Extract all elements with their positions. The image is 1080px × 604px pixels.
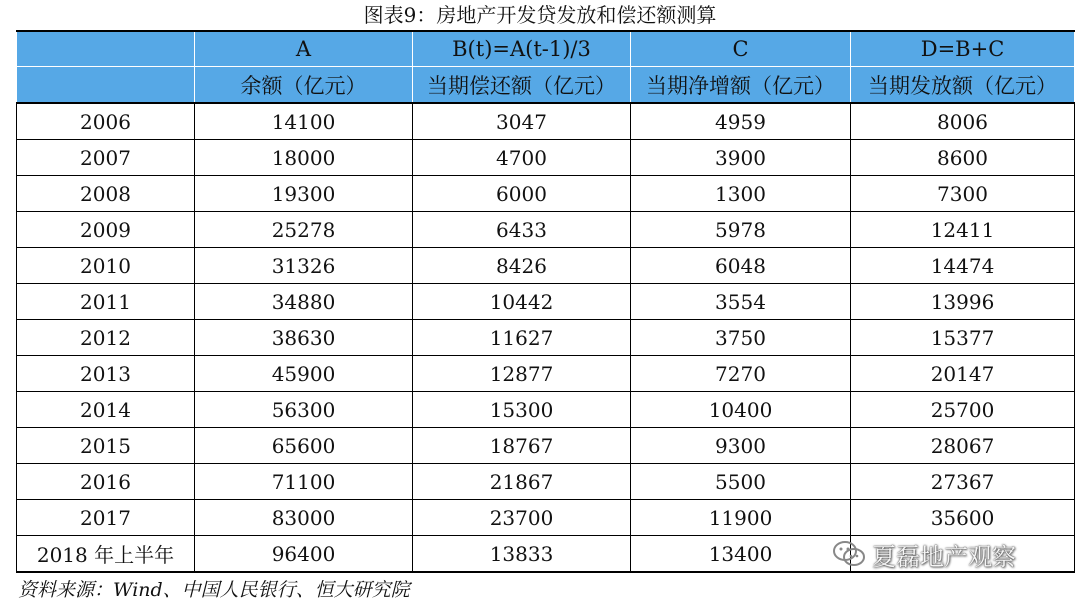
value-cell: 6433 bbox=[413, 212, 631, 248]
value-cell: 5500 bbox=[631, 464, 851, 500]
row-label-cell: 2016 bbox=[17, 464, 195, 500]
value-cell: 15377 bbox=[851, 320, 1075, 356]
row-label-cell: 2014 bbox=[17, 392, 195, 428]
value-cell: 3554 bbox=[631, 284, 851, 320]
value-cell: 35600 bbox=[851, 500, 1075, 536]
value-cell: 9300 bbox=[631, 428, 851, 464]
value-cell: 4959 bbox=[631, 103, 851, 140]
table-row bbox=[17, 103, 1075, 140]
row-label-cell: 2009 bbox=[17, 212, 195, 248]
row-label-cell: 2006 bbox=[17, 103, 195, 140]
row-label-cell: 2013 bbox=[17, 356, 195, 392]
value-cell: 12877 bbox=[413, 356, 631, 392]
header-cell: 余额（亿元） bbox=[195, 67, 413, 104]
table-body bbox=[17, 103, 1075, 572]
table-row bbox=[17, 428, 1075, 464]
value-cell: 19300 bbox=[195, 176, 413, 212]
value-cell: 7300 bbox=[851, 176, 1075, 212]
value-cell: 65600 bbox=[195, 428, 413, 464]
wechat-icon bbox=[832, 540, 866, 568]
value-cell: 96400 bbox=[195, 536, 413, 573]
source-note: 资料来源：Wind、中国人民银行、恒大研究院 bbox=[18, 579, 410, 601]
figure-title: 图表9：房地产开发贷发放和偿还额测算 bbox=[363, 3, 717, 27]
header-cell: 当期偿还额（亿元） bbox=[413, 67, 631, 104]
row-label-cell: 2015 bbox=[17, 428, 195, 464]
header-cell bbox=[17, 31, 195, 67]
value-cell: 83000 bbox=[195, 500, 413, 536]
value-cell: 27367 bbox=[851, 464, 1075, 500]
value-cell: 18767 bbox=[413, 428, 631, 464]
value-cell: 13833 bbox=[413, 536, 631, 573]
table-row bbox=[17, 392, 1075, 428]
value-cell: 11900 bbox=[631, 500, 851, 536]
value-cell: 6000 bbox=[413, 176, 631, 212]
table-row bbox=[17, 464, 1075, 500]
value-cell: 7270 bbox=[631, 356, 851, 392]
header-cell: B(t)=A(t-1)/3 bbox=[413, 31, 631, 67]
value-cell: 23700 bbox=[413, 500, 631, 536]
header-cell bbox=[17, 67, 195, 104]
row-label-cell: 2012 bbox=[17, 320, 195, 356]
watermark bbox=[832, 534, 1016, 574]
value-cell: 8006 bbox=[851, 103, 1075, 140]
value-cell: 10442 bbox=[413, 284, 631, 320]
value-cell: 3047 bbox=[413, 103, 631, 140]
value-cell: 12411 bbox=[851, 212, 1075, 248]
value-cell: 5978 bbox=[631, 212, 851, 248]
header-cell: 当期发放额（亿元） bbox=[851, 67, 1075, 104]
value-cell: 15300 bbox=[413, 392, 631, 428]
value-cell: 14474 bbox=[851, 248, 1075, 284]
value-cell: 34880 bbox=[195, 284, 413, 320]
data-table bbox=[16, 30, 1075, 573]
value-cell: 20147 bbox=[851, 356, 1075, 392]
value-cell: 25700 bbox=[851, 392, 1075, 428]
row-label-cell: 2018 年上半年 bbox=[17, 536, 195, 573]
value-cell: 71100 bbox=[195, 464, 413, 500]
table-row bbox=[17, 248, 1075, 284]
value-cell: 6048 bbox=[631, 248, 851, 284]
table-row bbox=[17, 320, 1075, 356]
value-cell: 28067 bbox=[851, 428, 1075, 464]
value-cell: 8426 bbox=[413, 248, 631, 284]
header-cell: A bbox=[195, 31, 413, 67]
value-cell: 10400 bbox=[631, 392, 851, 428]
header-row-formula bbox=[17, 31, 1075, 67]
row-label-cell: 2007 bbox=[17, 140, 195, 176]
table-row bbox=[17, 284, 1075, 320]
header-row-labels bbox=[17, 67, 1075, 104]
value-cell: 3900 bbox=[631, 140, 851, 176]
value-cell: 11627 bbox=[413, 320, 631, 356]
value-cell: 45900 bbox=[195, 356, 413, 392]
watermark-text: 夏磊地产观察 bbox=[872, 542, 1016, 571]
value-cell: 13400 bbox=[631, 536, 851, 573]
value-cell: 31326 bbox=[195, 248, 413, 284]
value-cell: 13996 bbox=[851, 284, 1075, 320]
value-cell: 4700 bbox=[413, 140, 631, 176]
table-row bbox=[17, 500, 1075, 536]
table-header bbox=[17, 31, 1075, 103]
value-cell: 8600 bbox=[851, 140, 1075, 176]
row-label-cell: 2011 bbox=[17, 284, 195, 320]
header-cell: D=B+C bbox=[851, 31, 1075, 67]
table-row bbox=[17, 356, 1075, 392]
header-cell: 当期净增额（亿元） bbox=[631, 67, 851, 104]
value-cell: 25278 bbox=[195, 212, 413, 248]
table-row bbox=[17, 212, 1075, 248]
value-cell: 18000 bbox=[195, 140, 413, 176]
row-label-cell: 2010 bbox=[17, 248, 195, 284]
value-cell: 1300 bbox=[631, 176, 851, 212]
value-cell: 21867 bbox=[413, 464, 631, 500]
header-cell: C bbox=[631, 31, 851, 67]
row-label-cell: 2017 bbox=[17, 500, 195, 536]
table-row bbox=[17, 176, 1075, 212]
value-cell: 14100 bbox=[195, 103, 413, 140]
table-row bbox=[17, 140, 1075, 176]
value-cell: 38630 bbox=[195, 320, 413, 356]
value-cell: 3750 bbox=[631, 320, 851, 356]
row-label-cell: 2008 bbox=[17, 176, 195, 212]
value-cell: 56300 bbox=[195, 392, 413, 428]
